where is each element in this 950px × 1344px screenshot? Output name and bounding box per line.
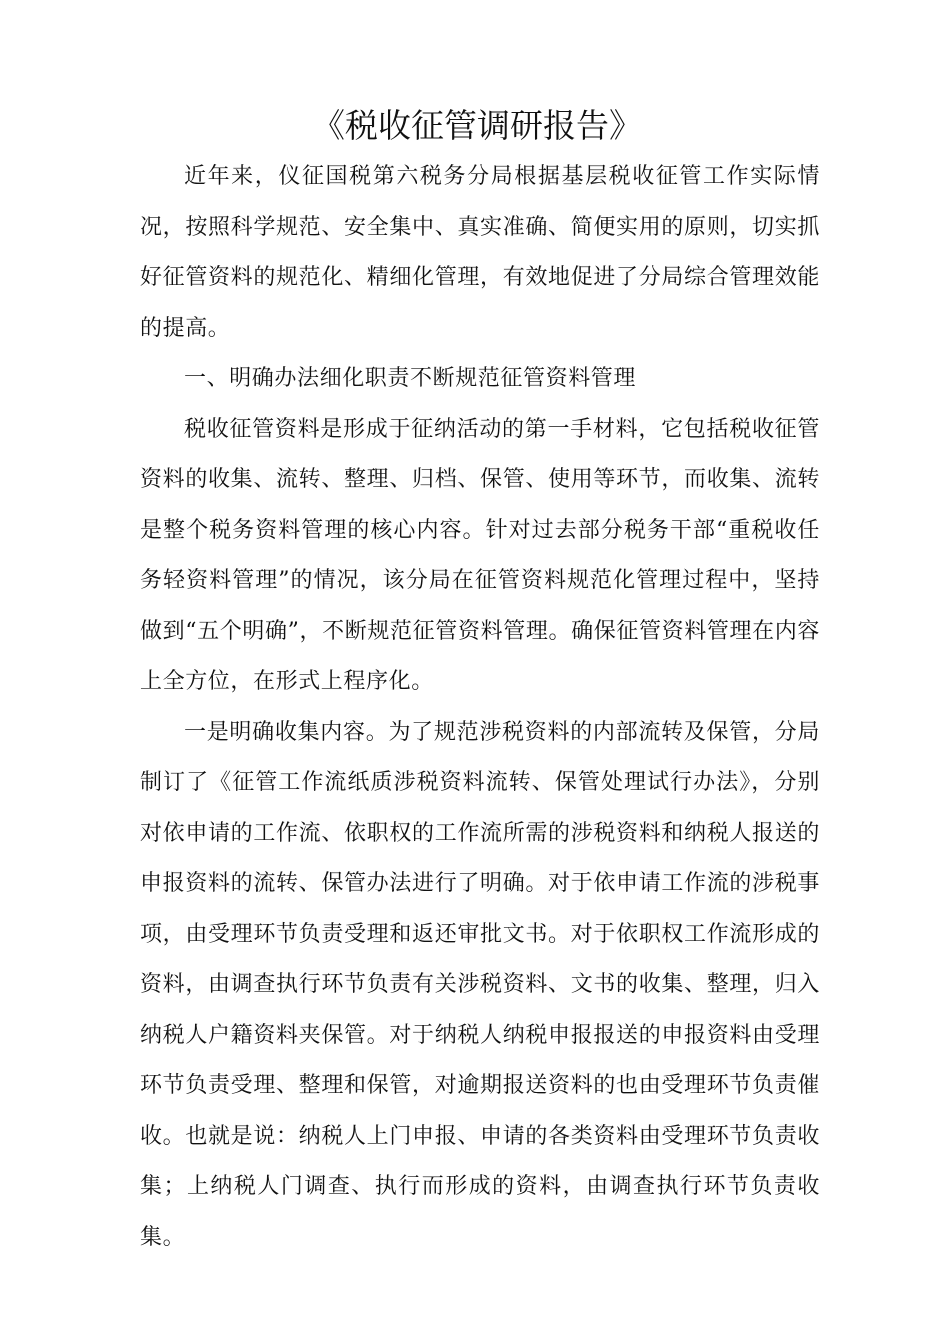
- section-heading-1: 一、明确办法细化职责不断规范征管资料管理: [184, 366, 637, 391]
- document-title: 《税收征管调研报告》: [312, 106, 642, 145]
- document-page: [140, 100, 820, 1263]
- paragraph-intro: 近年来，仪征国税第六税务分局根据基层税收征管工作实际情况，按照科学规范、安全集中、真实准确、简便实用的原则，切实抓好征管资料的规范化、精细化管理，有效地促进了分局综合管理效能的提高。: [140, 164, 820, 341]
- paragraph-item-1: 一是明确收集内容。为了规范涉税资料的内部流转及保管，分局制订了《征管工作流纸质涉税资料流转、保管处理试行办法》，分别对依申请的工作流、依职权的工作流所需的涉税资料和纳税人报送的申报资料的流转、保管办法进行了明确。对于依申请工作流的涉税事项，由受理环节负责受理和返还审批文书。对于依职权工作流形成的资料，由调查执行环节负责有关涉税资料、文书的收集、整理，归入纳税人户籍资料夹保管。对于纳税人纳税申报报送的申报资料由受理环节负责受理、整理和保管，对逾期报送资料的也由受理环节负责催收。也就是说：纳税人上门申报、申请的各类资料由受理环节负责收集；上纳税人门调查、执行而形成的资料，由调查执行环节负责收集。: [140, 719, 820, 1250]
- paragraph-section-1: 税收征管资料是形成于征纳活动的第一手材料，它包括税收征管资料的收集、流转、整理、归档、保管、使用等环节，而收集、流转是整个税务资料管理的核心内容。针对过去部分税务干部“重税收任务轻资料管理”的情况，该分局在征管资料规范化管理过程中，坚持做到“五个明确”，不断规范征管资料管理。确保征管资料管理在内容上全方位，在形式上程序化。: [140, 416, 820, 694]
